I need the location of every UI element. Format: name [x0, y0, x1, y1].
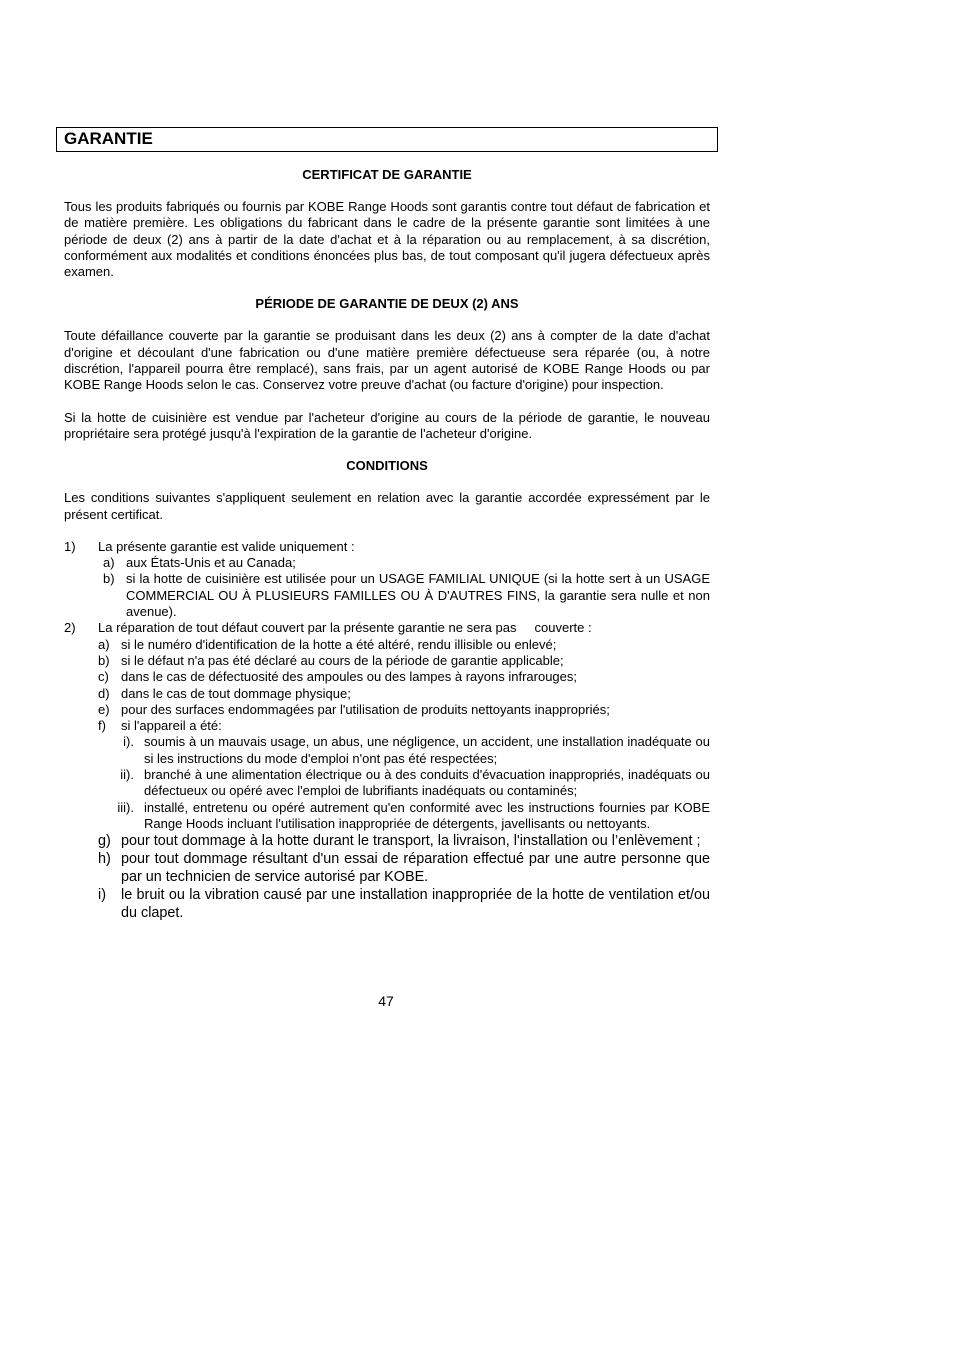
paragraph-periode: Toute défaillance couverte par la garantie se produisant dans les deux (2) ans à compter de la date d'achat d'origine et découlant d'une fabrication ou d'une matière première défectueuse sera réparée (ou, à notre discrétion, l'appareil pourra être remplacé), sans frais, par un agent autorisé de KOBE Range Hoods ou par KOBE Range Hoods selon le cas. Conservez votre preuve d'achat (ou facture d'origine) pour inspection. [64, 328, 710, 393]
list-text: si la hotte de cuisinière est utilisée pour un USAGE FAMILIAL UNIQUE (si la hotte sert à un USAGE COMMERCIAL OU À PLUSIEURS FAMILLES OU À D'AUTRES FINS, la garantie sera nulle et non avenue). [126, 571, 710, 620]
list-item [64, 850, 710, 886]
list-text: pour des surfaces endommagées par l'utilisation de produits nettoyants inappropriés; [121, 701, 610, 717]
list-item [64, 767, 710, 800]
list-marker: 1) [64, 538, 76, 554]
list-marker: i). [123, 734, 134, 750]
list-item [64, 800, 710, 833]
list-marker: g) [98, 833, 111, 850]
list-text: si le défaut n'a pas été déclaré au cours de la période de garantie applicable; [121, 652, 564, 668]
paragraph-revente: Si la hotte de cuisinière est vendue par l'acheteur d'origine au cours de la période de garantie, le nouveau propriétaire sera protégé jusqu'à l'expiration de la garantie de l'acheteur d'origine. [64, 409, 710, 441]
list-text: le bruit ou la vibration causé par une installation inappropriée de la hotte de ventilation et/ou du clapet. [121, 887, 710, 922]
list-item [64, 669, 710, 685]
list-item [64, 637, 710, 653]
list-text: dans le cas de défectuosité des ampoules ou des lampes à rayons infrarouges; [121, 669, 577, 685]
list-marker: h) [98, 851, 111, 868]
list-marker: 2) [64, 620, 76, 636]
list-marker: e) [98, 701, 110, 717]
list-item [64, 555, 710, 571]
list-item [64, 702, 710, 718]
list-marker: a) [103, 555, 115, 571]
list-text: La réparation de tout défaut couvert par la présente garantie ne sera pas couverte : [98, 620, 592, 636]
list-marker: i) [98, 887, 106, 904]
list-text: pour tout dommage à la hotte durant le transport, la livraison, l'installation ou l’enlèvement ; [121, 833, 701, 850]
list-marker: d) [98, 685, 110, 701]
list-item [64, 686, 710, 702]
list-marker: a) [98, 636, 110, 652]
list-marker: b) [98, 652, 110, 668]
warranty-content [64, 166, 710, 922]
list-marker: iii). [117, 799, 134, 815]
list-text: dans le cas de tout dommage physique; [121, 685, 351, 701]
list-item [64, 620, 710, 636]
list-text: La présente garantie est valide uniquement : [98, 538, 355, 554]
list-marker: ii). [120, 767, 134, 783]
list-marker: c) [98, 669, 109, 685]
list-marker: f) [98, 718, 106, 734]
list-text: pour tout dommage résultant d'un essai de réparation effectué par une autre personne que par un technicien de service autorisé par KOBE. [121, 851, 710, 886]
conditions-list [64, 539, 710, 922]
list-item [64, 571, 710, 620]
section-title-box [56, 127, 718, 152]
paragraph-conditions: Les conditions suivantes s'appliquent seulement en relation avec la garantie accordée expressément par le présent certificat. [64, 490, 710, 522]
heading-conditions: CONDITIONS [346, 458, 428, 474]
list-text: si le numéro d'identification de la hotte a été altéré, rendu illisible ou enlevé; [121, 636, 557, 652]
page-title: GARANTIE [64, 129, 153, 148]
paragraph-certificat: Tous les produits fabriqués ou fournis par KOBE Range Hoods sont garantis contre tout défaut de fabrication et de matière première. Les obligations du fabricant dans le cadre de la présente garantie sont limitées à une période de deux (2) ans à partir de la date d'achat et à la réparation ou au remplacement, à sa discrétion, conformément aux modalités et conditions énoncées plus bas, de tout composant qu'il jugera défectueux après examen. [64, 199, 710, 280]
list-marker: b) [103, 571, 115, 587]
list-item [64, 539, 710, 555]
list-text: branché à une alimentation électrique ou à des conduits d'évacuation inappropriés, inadéquats ou défectueux ou opéré avec l'emploi de lubrifiants inadéquats ou contaminés; [144, 767, 710, 799]
list-item [64, 653, 710, 669]
list-item [64, 734, 710, 767]
heading-periode: PÉRIODE DE GARANTIE DE DEUX (2) ANS [255, 296, 519, 312]
list-text: installé, entretenu ou opéré autrement qu'en conformité avec les instructions fournies par KOBE Range Hoods incluant l'utilisation inappropriée de détergents, javellisants ou nettoyants. [144, 799, 710, 831]
list-text: aux États-Unis et au Canada; [126, 555, 296, 571]
heading-certificat: CERTIFICAT DE GARANTIE [302, 167, 472, 182]
list-text: si l'appareil a été: [121, 718, 222, 734]
page-number: 47 [378, 993, 394, 1009]
list-item [64, 718, 710, 734]
list-item [64, 886, 710, 922]
list-text: soumis à un mauvais usage, un abus, une négligence, un accident, une installation inadéquate ou si les instructions du mode d'emploi n'ont pas été respectées; [144, 734, 710, 766]
list-item [64, 832, 710, 850]
